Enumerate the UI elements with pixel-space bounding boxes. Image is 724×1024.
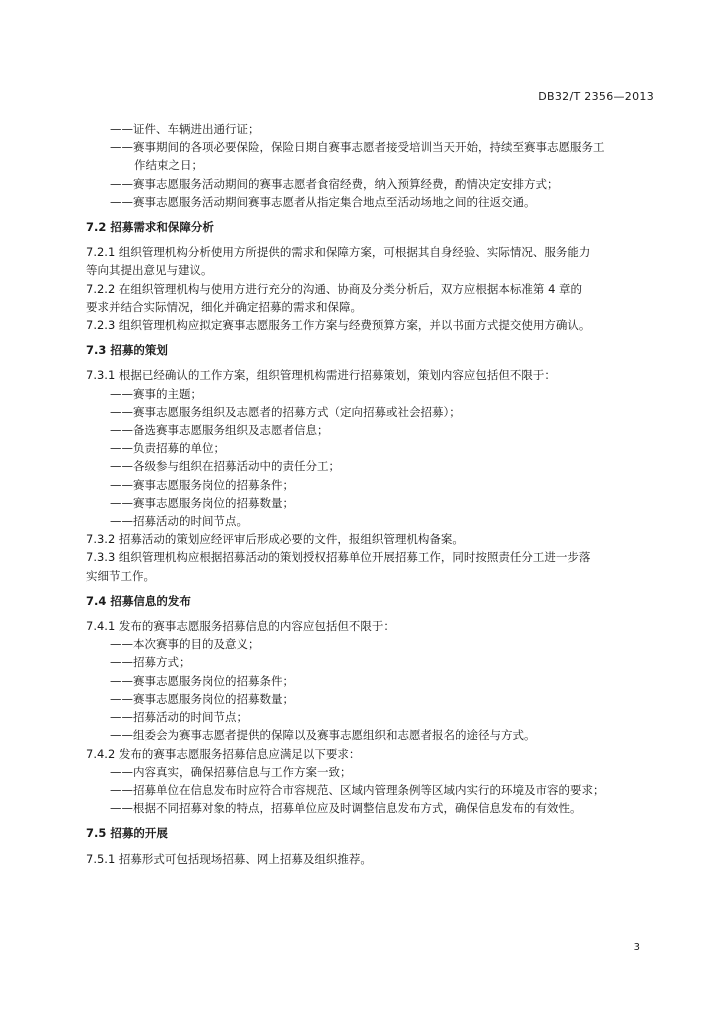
list-item: ——赛事志愿服务活动期间的赛事志愿者食宿经费，纳入预算经费，酌情决定安排方式； — [110, 176, 559, 191]
section-heading: 7.3 招募的策划 — [86, 343, 168, 358]
list-item: ——赛事志愿服务组织及志愿者的招募方式（定向招募或社会招募）； — [110, 404, 461, 419]
section-heading: 7.5 招募的开展 — [86, 826, 168, 841]
paragraph-line: 7.3.1 根据已经确认的工作方案，组织管理机构需进行招募策划，策划内容应包括但不限于： — [86, 368, 556, 383]
list-item: ——各级参与组织在招募活动中的责任分工； — [110, 459, 340, 474]
paragraph-line: 7.2.1 组织管理机构分析使用方所提供的需求和保障方案，可根据其自身经验、实际情况、服务能力 — [86, 245, 591, 260]
list-item: ——招募活动的时间节点。 — [110, 514, 248, 529]
list-item: ——招募活动的时间节点； — [110, 710, 248, 725]
section-heading: 7.4 招募信息的发布 — [86, 593, 191, 608]
paragraph-line: 等向其提出意见与建议。 — [86, 263, 213, 278]
paragraph-line: 7.2.2 在组织管理机构与使用方进行充分的沟通、协商及分类分析后，双方应根据本标准第 4 章的 — [86, 281, 583, 296]
paragraph-line: 7.3.2 招募活动的策划应经评审后形成必要的文件，报组织管理机构备案。 — [86, 532, 464, 547]
list-item: ——赛事志愿服务活动期间赛事志愿者从指定集合地点至活动场地之间的往返交通。 — [110, 194, 536, 209]
list-item: ——根据不同招募对象的特点，招募单位应及时调整信息发布方式，确保信息发布的有效性。 — [110, 801, 582, 816]
list-item-continuation: 作结束之日； — [134, 158, 203, 173]
paragraph-line: 实细节工作。 — [86, 568, 155, 583]
paragraph-line: 7.2.3 组织管理机构应拟定赛事志愿服务工作方案与经费预算方案，并以书面方式提交使用方确认。 — [86, 318, 591, 333]
document-body — [86, 120, 660, 868]
paragraph-line: 7.4.2 发布的赛事志愿服务招募信息应满足以下要求： — [86, 746, 361, 761]
list-item: ——备选赛事志愿服务组织及志愿者信息； — [110, 423, 329, 438]
paragraph-line: 7.4.1 发布的赛事志愿服务招募信息的内容应包括但不限于： — [86, 619, 395, 634]
list-item: ——组委会为赛事志愿者提供的保障以及赛事志愿组织和志愿者报名的途径与方式。 — [110, 728, 536, 743]
list-item: ——负责招募的单位； — [110, 441, 225, 456]
list-item: ——本次赛事的目的及意义； — [110, 637, 260, 652]
list-item: ——赛事志愿服务岗位的招募条件； — [110, 673, 294, 688]
list-item: ——招募单位在信息发布时应符合市容规范、区域内管理条例等区域内实行的环境及市容的要求； — [110, 782, 605, 797]
list-item: ——证件、车辆进出通行证； — [110, 122, 260, 136]
paragraph-line: 7.5.1 招募形式可包括现场招募、网上招募及组织推荐。 — [86, 851, 372, 866]
page-number: 3 — [633, 942, 640, 953]
list-item: ——内容真实，确保招募信息与工作方案一致； — [110, 764, 352, 779]
list-item: ——赛事的主题； — [110, 386, 202, 401]
section-heading: 7.2 招募需求和保障分析 — [86, 220, 214, 235]
list-item: ——赛事志愿服务岗位的招募数量； — [110, 691, 294, 706]
paragraph-line: 要求并结合实际情况，细化并确定招募的需求和保障。 — [86, 299, 362, 314]
standard-code: DB32/T 2356—2013 — [538, 90, 654, 103]
paragraph-line: 7.3.3 组织管理机构应根据招募活动的策划授权招募单位开展招募工作，同时按照责任分工进一步落 — [86, 550, 591, 565]
list-item: ——赛事志愿服务岗位的招募条件； — [110, 477, 294, 492]
list-item: ——赛事期间的各项必要保险，保险日期自赛事志愿者接受培训当天开始，持续至赛事志愿服务工 — [110, 140, 605, 155]
list-item: ——赛事志愿服务岗位的招募数量； — [110, 495, 294, 510]
list-item: ——招募方式； — [110, 655, 191, 670]
